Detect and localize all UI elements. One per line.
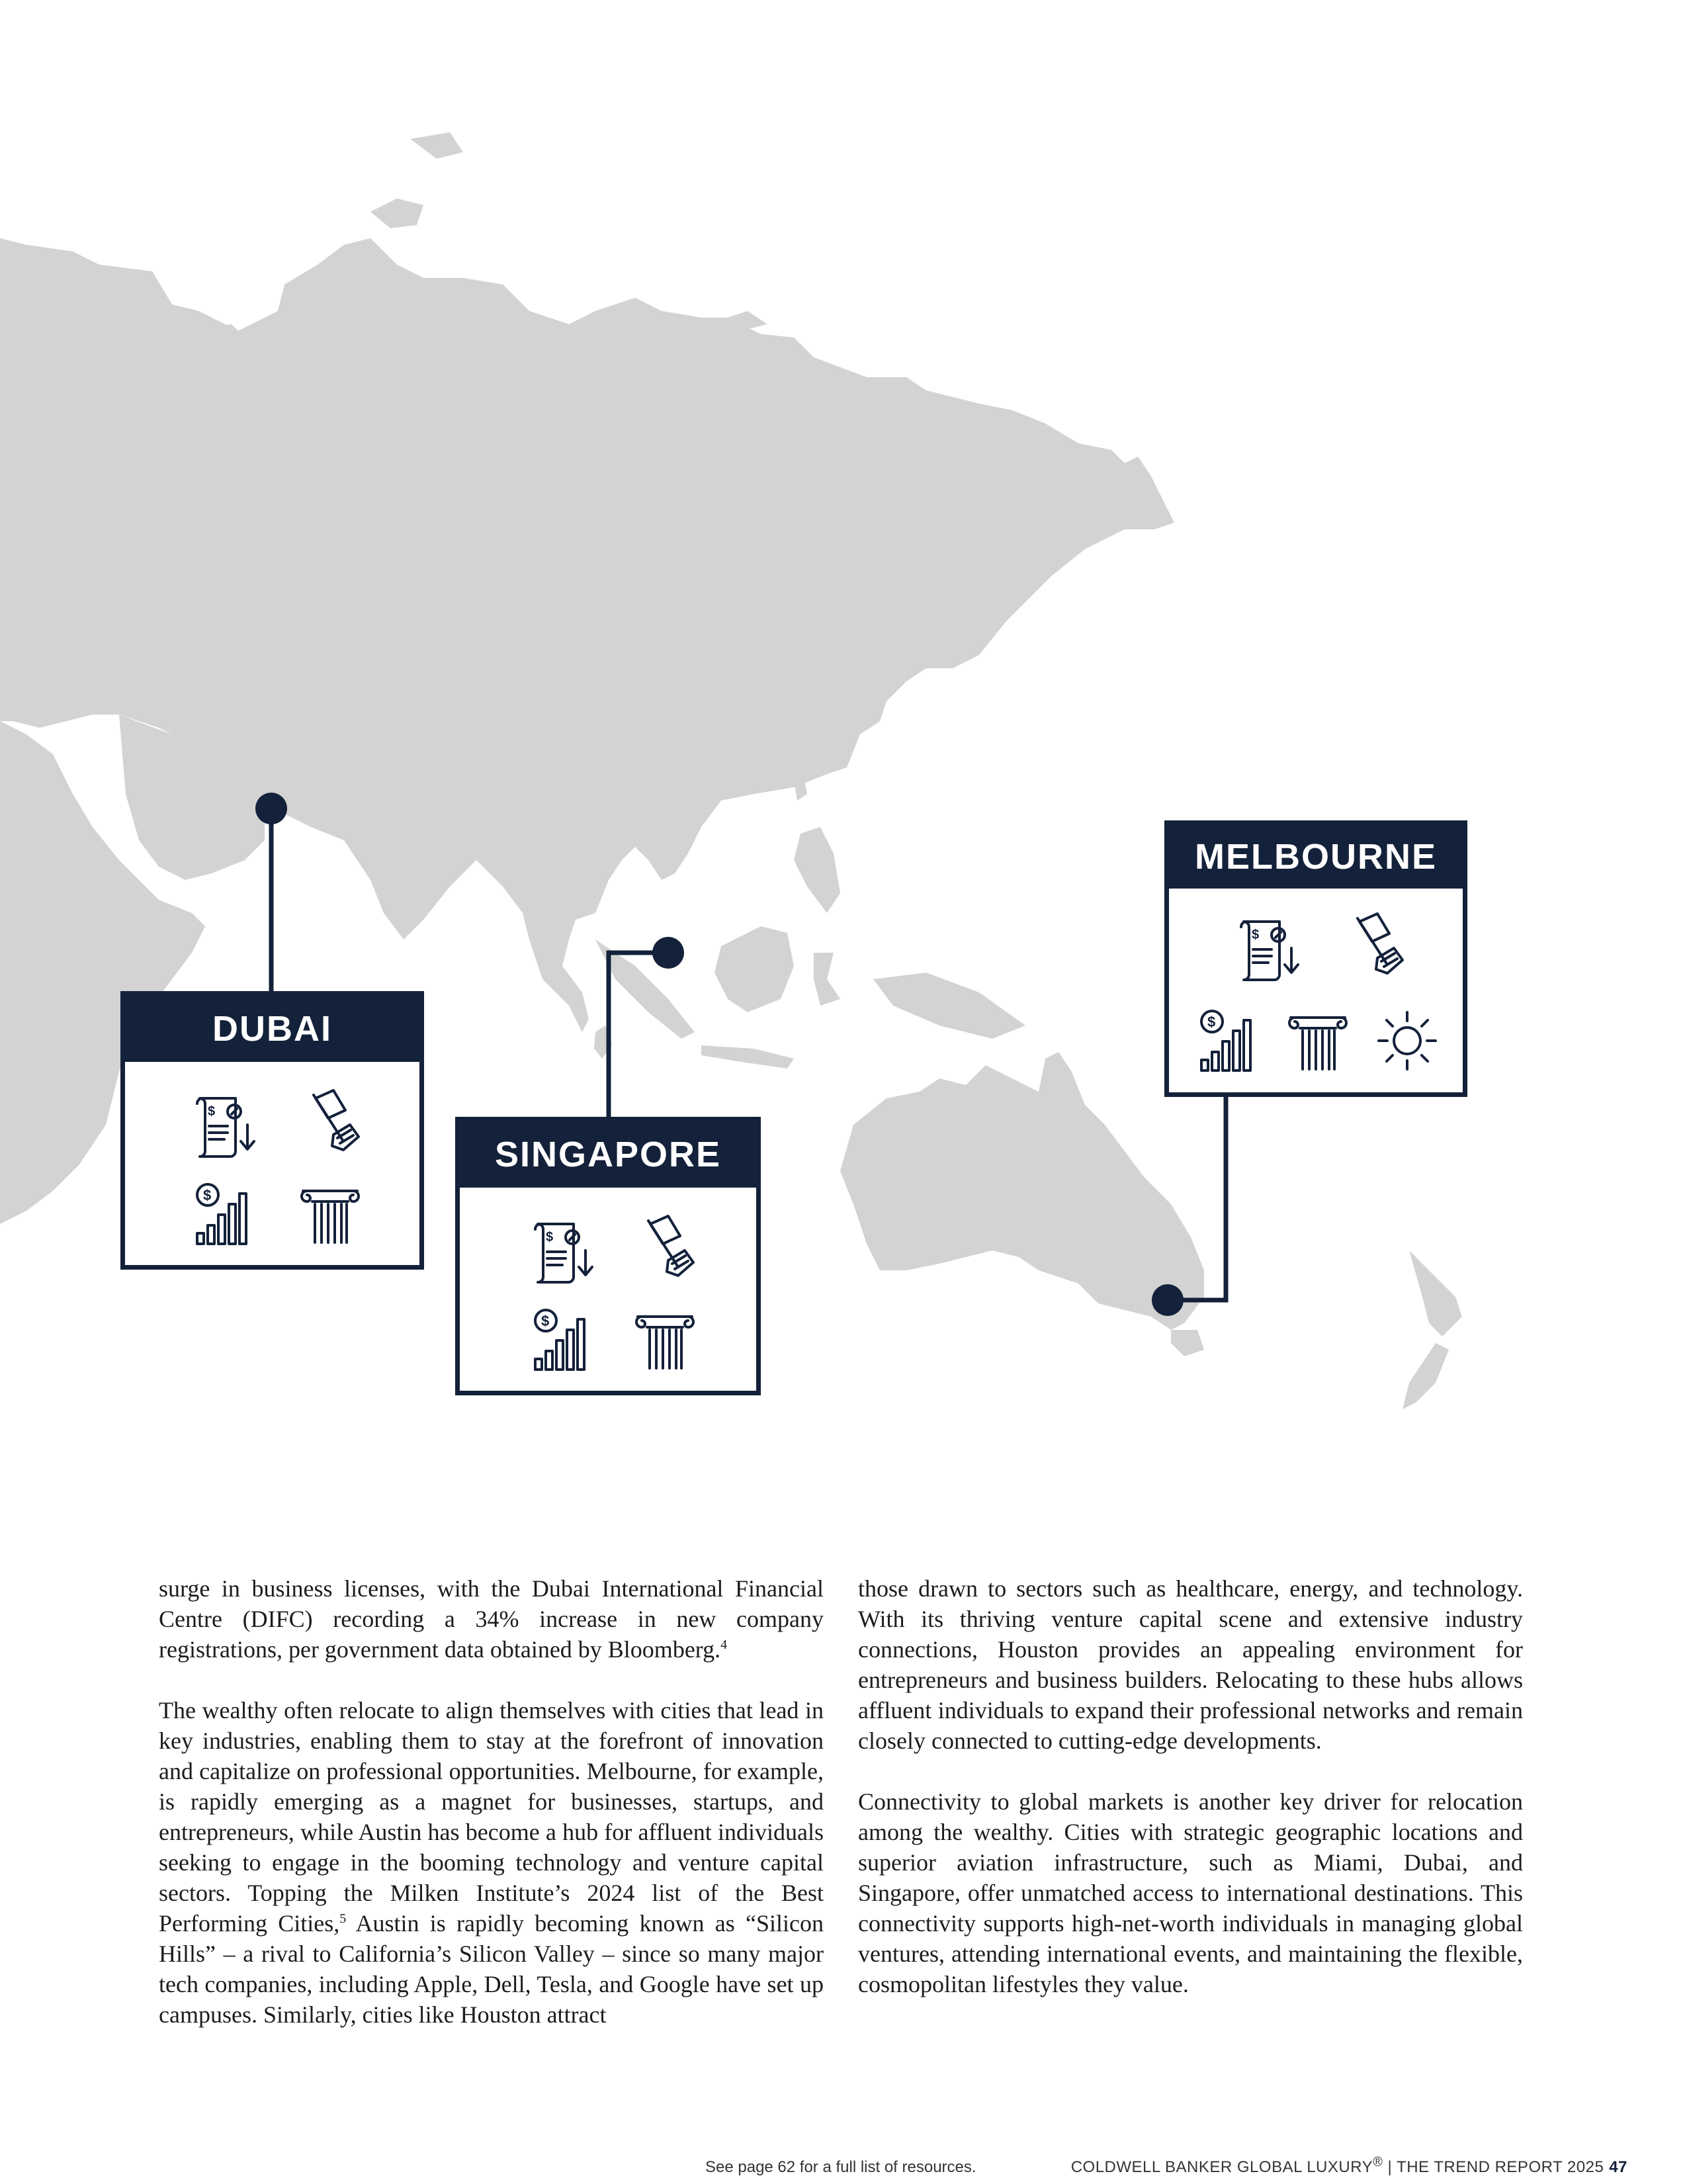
footer-brand bbox=[1070, 2155, 1627, 2177]
flag-hand-icon bbox=[628, 1211, 701, 1284]
svg-text:$: $ bbox=[541, 1313, 550, 1329]
svg-text:$: $ bbox=[203, 1187, 212, 1203]
singapore-pin bbox=[652, 937, 684, 969]
melbourne-card bbox=[1164, 820, 1467, 1097]
paragraph-text: surge in business licenses, with the Dubai International Financial Centre (DIFC) recording a 34% increase in new company registrations, per government data obtained by Bloomberg. bbox=[159, 1575, 824, 1663]
melbourne-title: MELBOURNE bbox=[1169, 825, 1463, 889]
body-column-right bbox=[858, 1573, 1523, 1999]
singapore-title: SINGAPORE bbox=[460, 1121, 756, 1188]
dollar-growth-chart-icon bbox=[1192, 1004, 1265, 1077]
svg-text:$: $ bbox=[1207, 1014, 1216, 1030]
dubai-card bbox=[120, 991, 424, 1270]
tax-document-icon bbox=[1232, 915, 1305, 988]
borneo bbox=[714, 926, 794, 1012]
footnote-ref: 5 bbox=[339, 1911, 347, 1926]
paragraph-text: The wealthy often relocate to align themselves with cities that lead in key industries, enabling them to stay at the forefront of innovation and capitalize on professional opportunities. Melbourne, for example, is rapidly emerging as a magnet for businesses, startups, and entrepreneurs, while Austin has become a hub for affluent individuals seeking to engage in the booming technology and venture capital sectors. Topping the Milken Institute’s 2024 list of the Best Performing Cities, bbox=[159, 1697, 824, 1937]
classical-column-icon bbox=[1281, 1004, 1354, 1077]
new-zealand-south bbox=[1403, 1343, 1449, 1409]
resources-note: See page 62 for a full list of resources. bbox=[705, 2158, 976, 2176]
page-number: 47 bbox=[1609, 2158, 1627, 2176]
melbourne-pin bbox=[1152, 1284, 1184, 1316]
svg-text:$: $ bbox=[546, 1230, 554, 1245]
dollar-growth-chart-icon bbox=[526, 1303, 599, 1376]
flag-hand-icon bbox=[1338, 908, 1410, 981]
sun-icon bbox=[1371, 1004, 1444, 1077]
philippines bbox=[794, 827, 840, 913]
paragraph bbox=[159, 1695, 824, 2030]
flag-hand-icon bbox=[294, 1085, 367, 1158]
tax-document-icon bbox=[526, 1217, 599, 1290]
dubai-icon-grid bbox=[125, 1062, 419, 1265]
paragraph: Connectivity to global markets is another key driver for relocation among the wealthy. Cities with strategic geographic locations and superior aviation infrastructure, such as Miami, Dubai, and Singapore, offer unmatched access to international destinations. This connectivity supports high-net-worth individuals in managing global ventures, attending international events, and maintaining the flexible, cosmopolitan lifestyles they value. bbox=[858, 1788, 1523, 1997]
tasmania bbox=[1171, 1330, 1204, 1356]
report-title: | THE TREND REPORT 2025 bbox=[1383, 2158, 1604, 2176]
dubai-pin bbox=[255, 793, 287, 824]
svg-text:$: $ bbox=[208, 1104, 216, 1119]
paragraph: those drawn to sectors such as healthcare, energy, and technology. With its thriving venture capital scene and extensive industry connections, Houston provides an appealing environment for entrepreneurs and business builders. Relocating to these hubs allows affluent individuals to expand their professional networks and remain closely connected to cutting-edge developments. bbox=[858, 1575, 1523, 1754]
singapore-card bbox=[455, 1117, 761, 1395]
registered-mark: ® bbox=[1373, 2155, 1383, 2169]
melbourne-icon-grid bbox=[1169, 889, 1463, 1092]
singapore-icon-grid bbox=[460, 1188, 756, 1391]
australia-landmass bbox=[840, 1052, 1204, 1330]
classical-column-icon bbox=[294, 1178, 367, 1250]
tax-document-icon bbox=[188, 1092, 261, 1164]
dubai-title: DUBAI bbox=[125, 996, 419, 1062]
java bbox=[701, 1045, 794, 1069]
new-zealand-north bbox=[1409, 1250, 1462, 1336]
paragraph-text: Austin is rapidly becoming known as “Silicon Hills” – a rival to California’s Silicon Valley – since so many major tech companies, including Apple, Dell, Tesla, and Google have set up campuses. Similarly, cities like Houston attract bbox=[159, 1910, 824, 2028]
footnote-ref: 4 bbox=[720, 1638, 728, 1652]
arctic-island-1 bbox=[370, 198, 423, 228]
arctic-island-2 bbox=[410, 132, 463, 159]
sulawesi bbox=[814, 953, 840, 1006]
new-guinea bbox=[873, 973, 1025, 1039]
paragraph bbox=[159, 1573, 824, 1665]
svg-text:$: $ bbox=[1252, 928, 1260, 942]
dollar-growth-chart-icon bbox=[188, 1178, 261, 1250]
brand-name: COLDWELL BANKER GLOBAL LUXURY bbox=[1070, 2158, 1373, 2176]
classical-column-icon bbox=[628, 1303, 701, 1376]
body-column-left bbox=[159, 1573, 824, 2030]
